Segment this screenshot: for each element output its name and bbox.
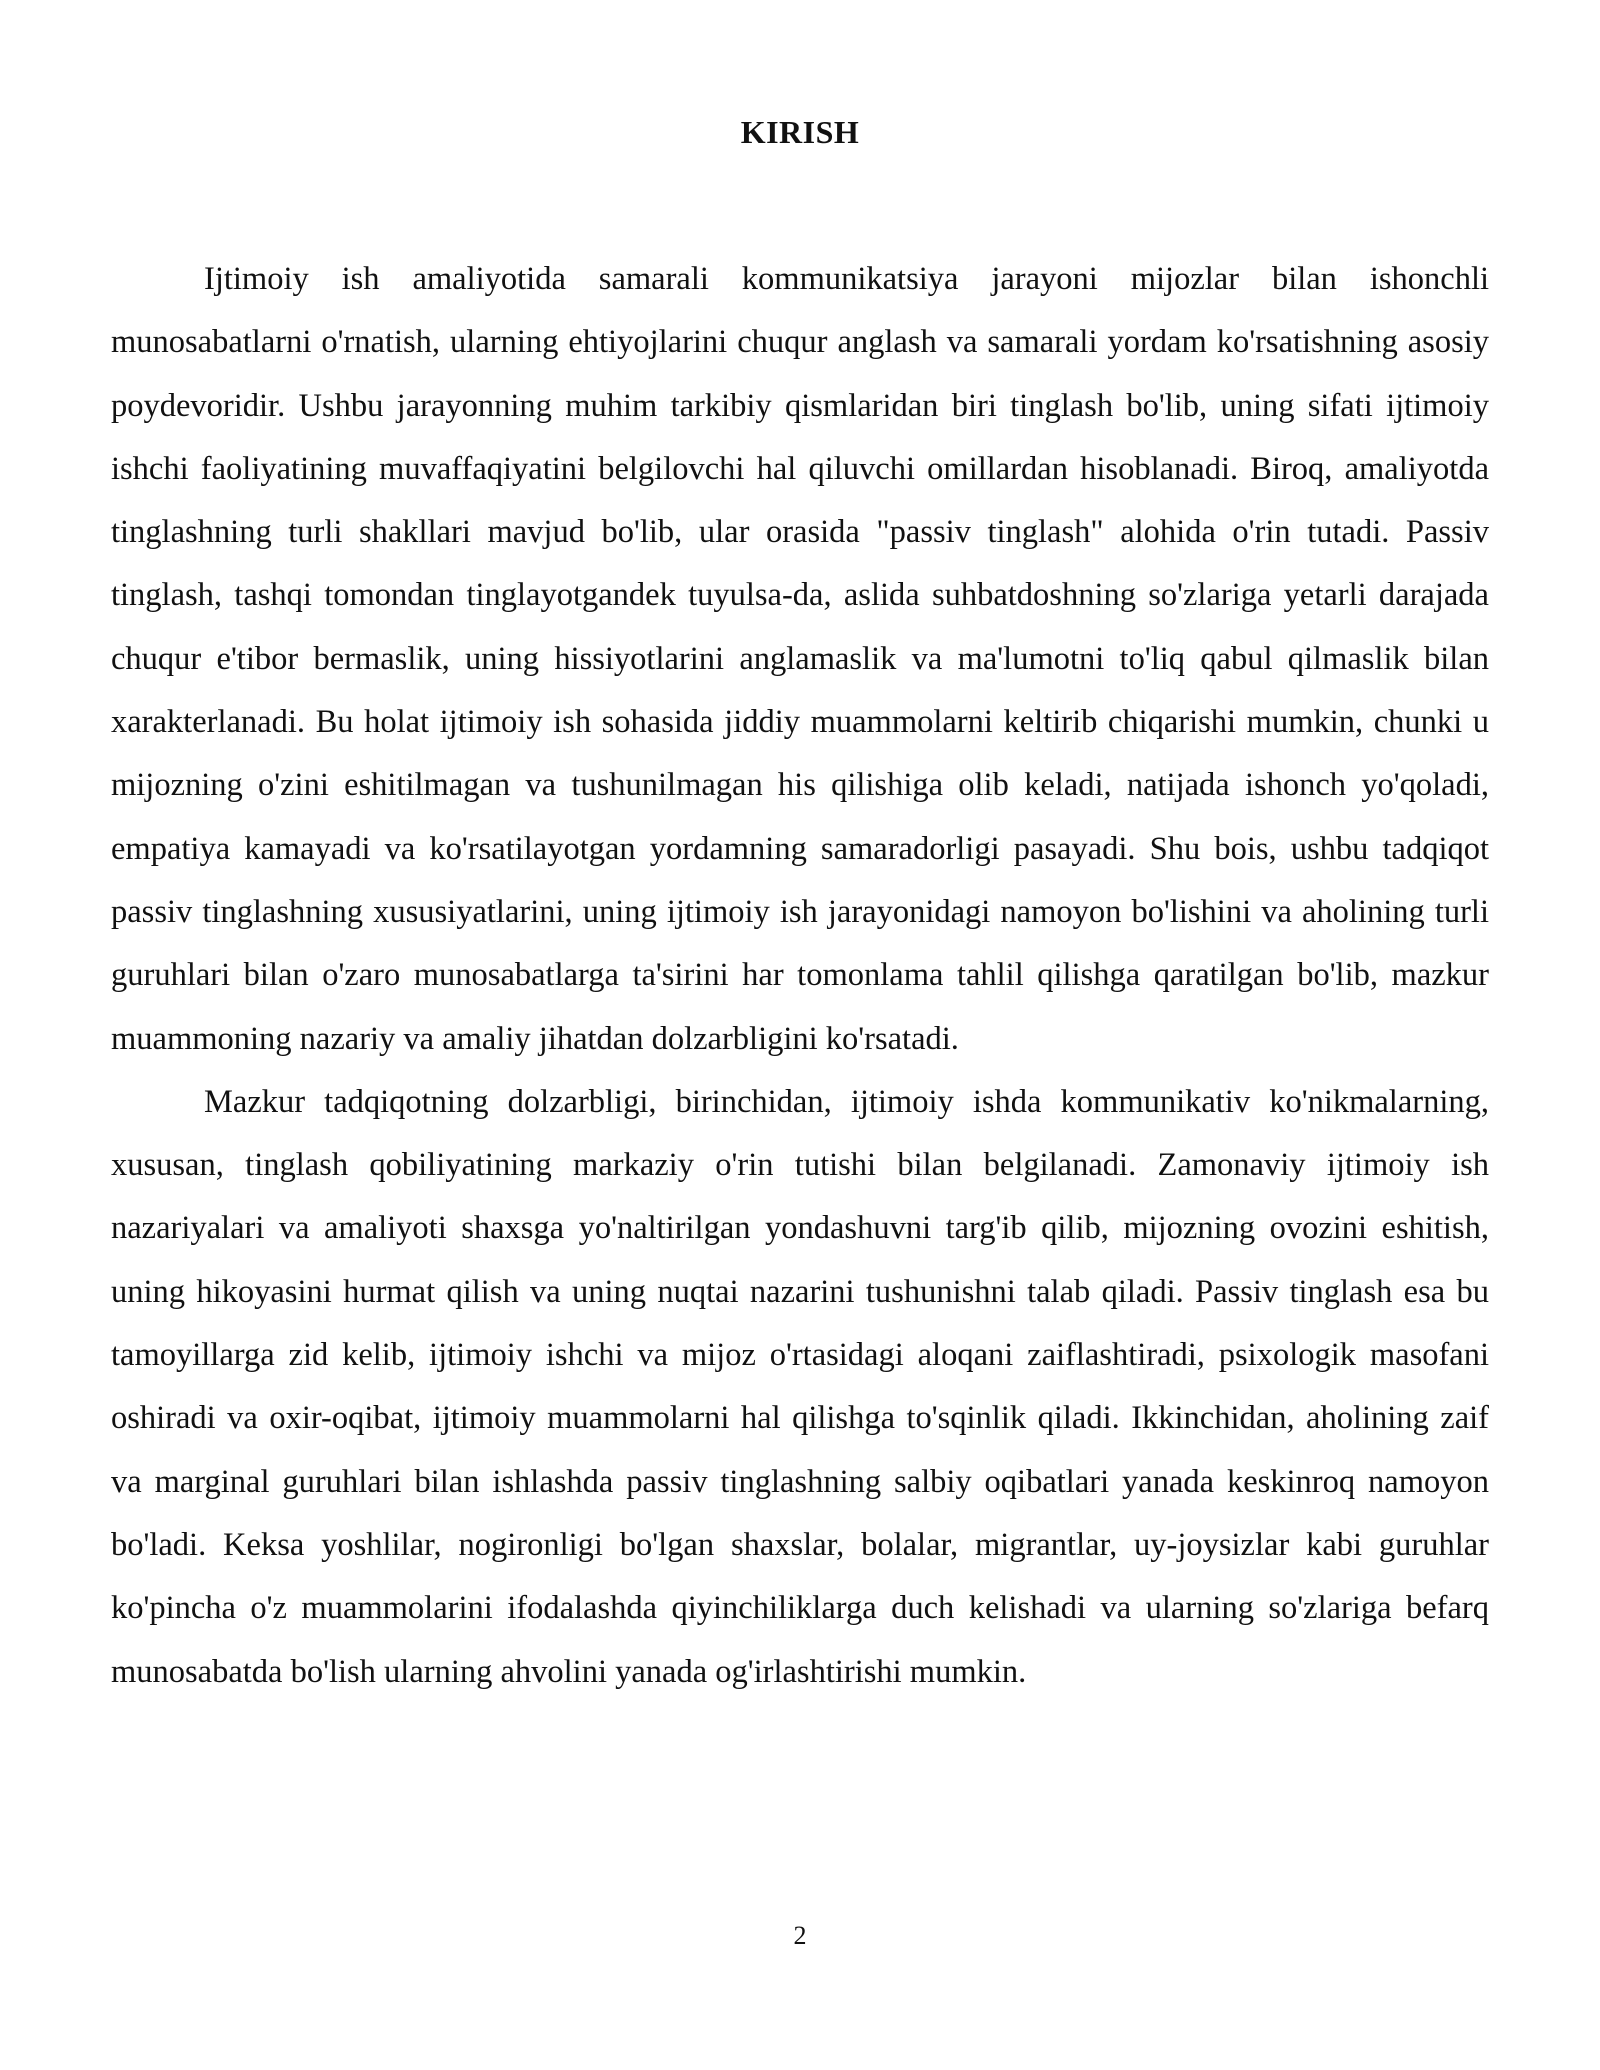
page-title: KIRISH (740, 114, 860, 150)
paragraph-1: Ijtimoiy ish amaliyotida samarali kommunikatsiya jarayoni mijozlar bilan ishonchli munosabatlarni o'rnatish, ularning ehtiyojlarini chuqur anglash va samarali yordam ko'rsatishning asosiy poydevoridir. Ushbu jarayonning muhim tarkibiy qismlaridan biri tinglash bo'lib, uning sifati ijtimoiy ishchi faoliyatining muvaffaqiyatini belgilovchi hal qiluvchi omillardan hisoblanadi. Biroq, amaliyotda tinglashning turli shakllari mavjud bo'lib, ular orasida "passiv tinglash" alohida o'rin tutadi. Passiv tinglash, tashqi tomondan tinglayotgandek tuyulsa-da, aslida suhbatdoshning so'zlariga yetarli darajada chuqur e'tibor bermaslik, uning hissiyotlarini anglamaslik va ma'lumotni to'liq qabul qilmaslik bilan xarakterlanadi. Bu holat ijtimoiy ish sohasida jiddiy muammolarni keltirib chiqarishi mumkin, chunki u mijozning o'zini eshitilmagan va tushunilmagan his qilishiga olib keladi, natijada ishonch yo'qoladi, empatiya kamayadi va ko'rsatilayotgan yordamning samaradorligi pasayadi. Shu bois, ushbu tadqiqot passiv tinglashning xususiyatlarini, uning ijtimoiy ish jarayonidagi namoyon bo'lishini va aholining turli guruhlari bilan o'zaro munosabatlarga ta'sirini har tomonlama tahlil qilishga qaratilgan bo'lib, mazkur muammoning nazariy va amaliy jihatdan dolzarbligini ko'rsatadi. (111, 261, 1489, 1057)
paragraph-2: Mazkur tadqiqotning dolzarbligi, birinchidan, ijtimoiy ishda kommunikativ ko'nikmalarning, xususan, tinglash qobiliyatining markaziy o'rin tutishi bilan belgilanadi. Zamonaviy ijtimoiy ish nazariyalari va amaliyoti shaxsga yo'naltirilgan yondashuvni targ'ib qilib, mijozning ovozini eshitish, uning hikoyasini hurmat qilish va uning nuqtai nazarini tushunishni talab qiladi. Passiv tinglash esa bu tamoyillarga zid kelib, ijtimoiy ishchi va mijoz o'rtasidagi aloqani zaiflashtiradi, psixologik masofani oshiradi va oxir-oqibat, ijtimoiy muammolarni hal qilishga to'sqinlik qiladi. Ikkinchidan, aholining zaif va marginal guruhlari bilan ishlashda passiv tinglashning salbiy oqibatlari yanada keskinroq namoyon bo'ladi. Keksa yoshlilar, nogironligi bo'lgan shaxslar, bolalar, migrantlar, uy-joysizlar kabi guruhlar ko'pincha o'z muammolarini ifodalashda qiyinchiliklarga duch kelishadi va ularning so'zlariga befarq munosabatda bo'lish ularning ahvolini yanada og'irlashtirishi mumkin. (111, 1083, 1489, 1690)
page-number: 2 (793, 1921, 807, 1950)
body-text (111, 248, 1489, 1704)
